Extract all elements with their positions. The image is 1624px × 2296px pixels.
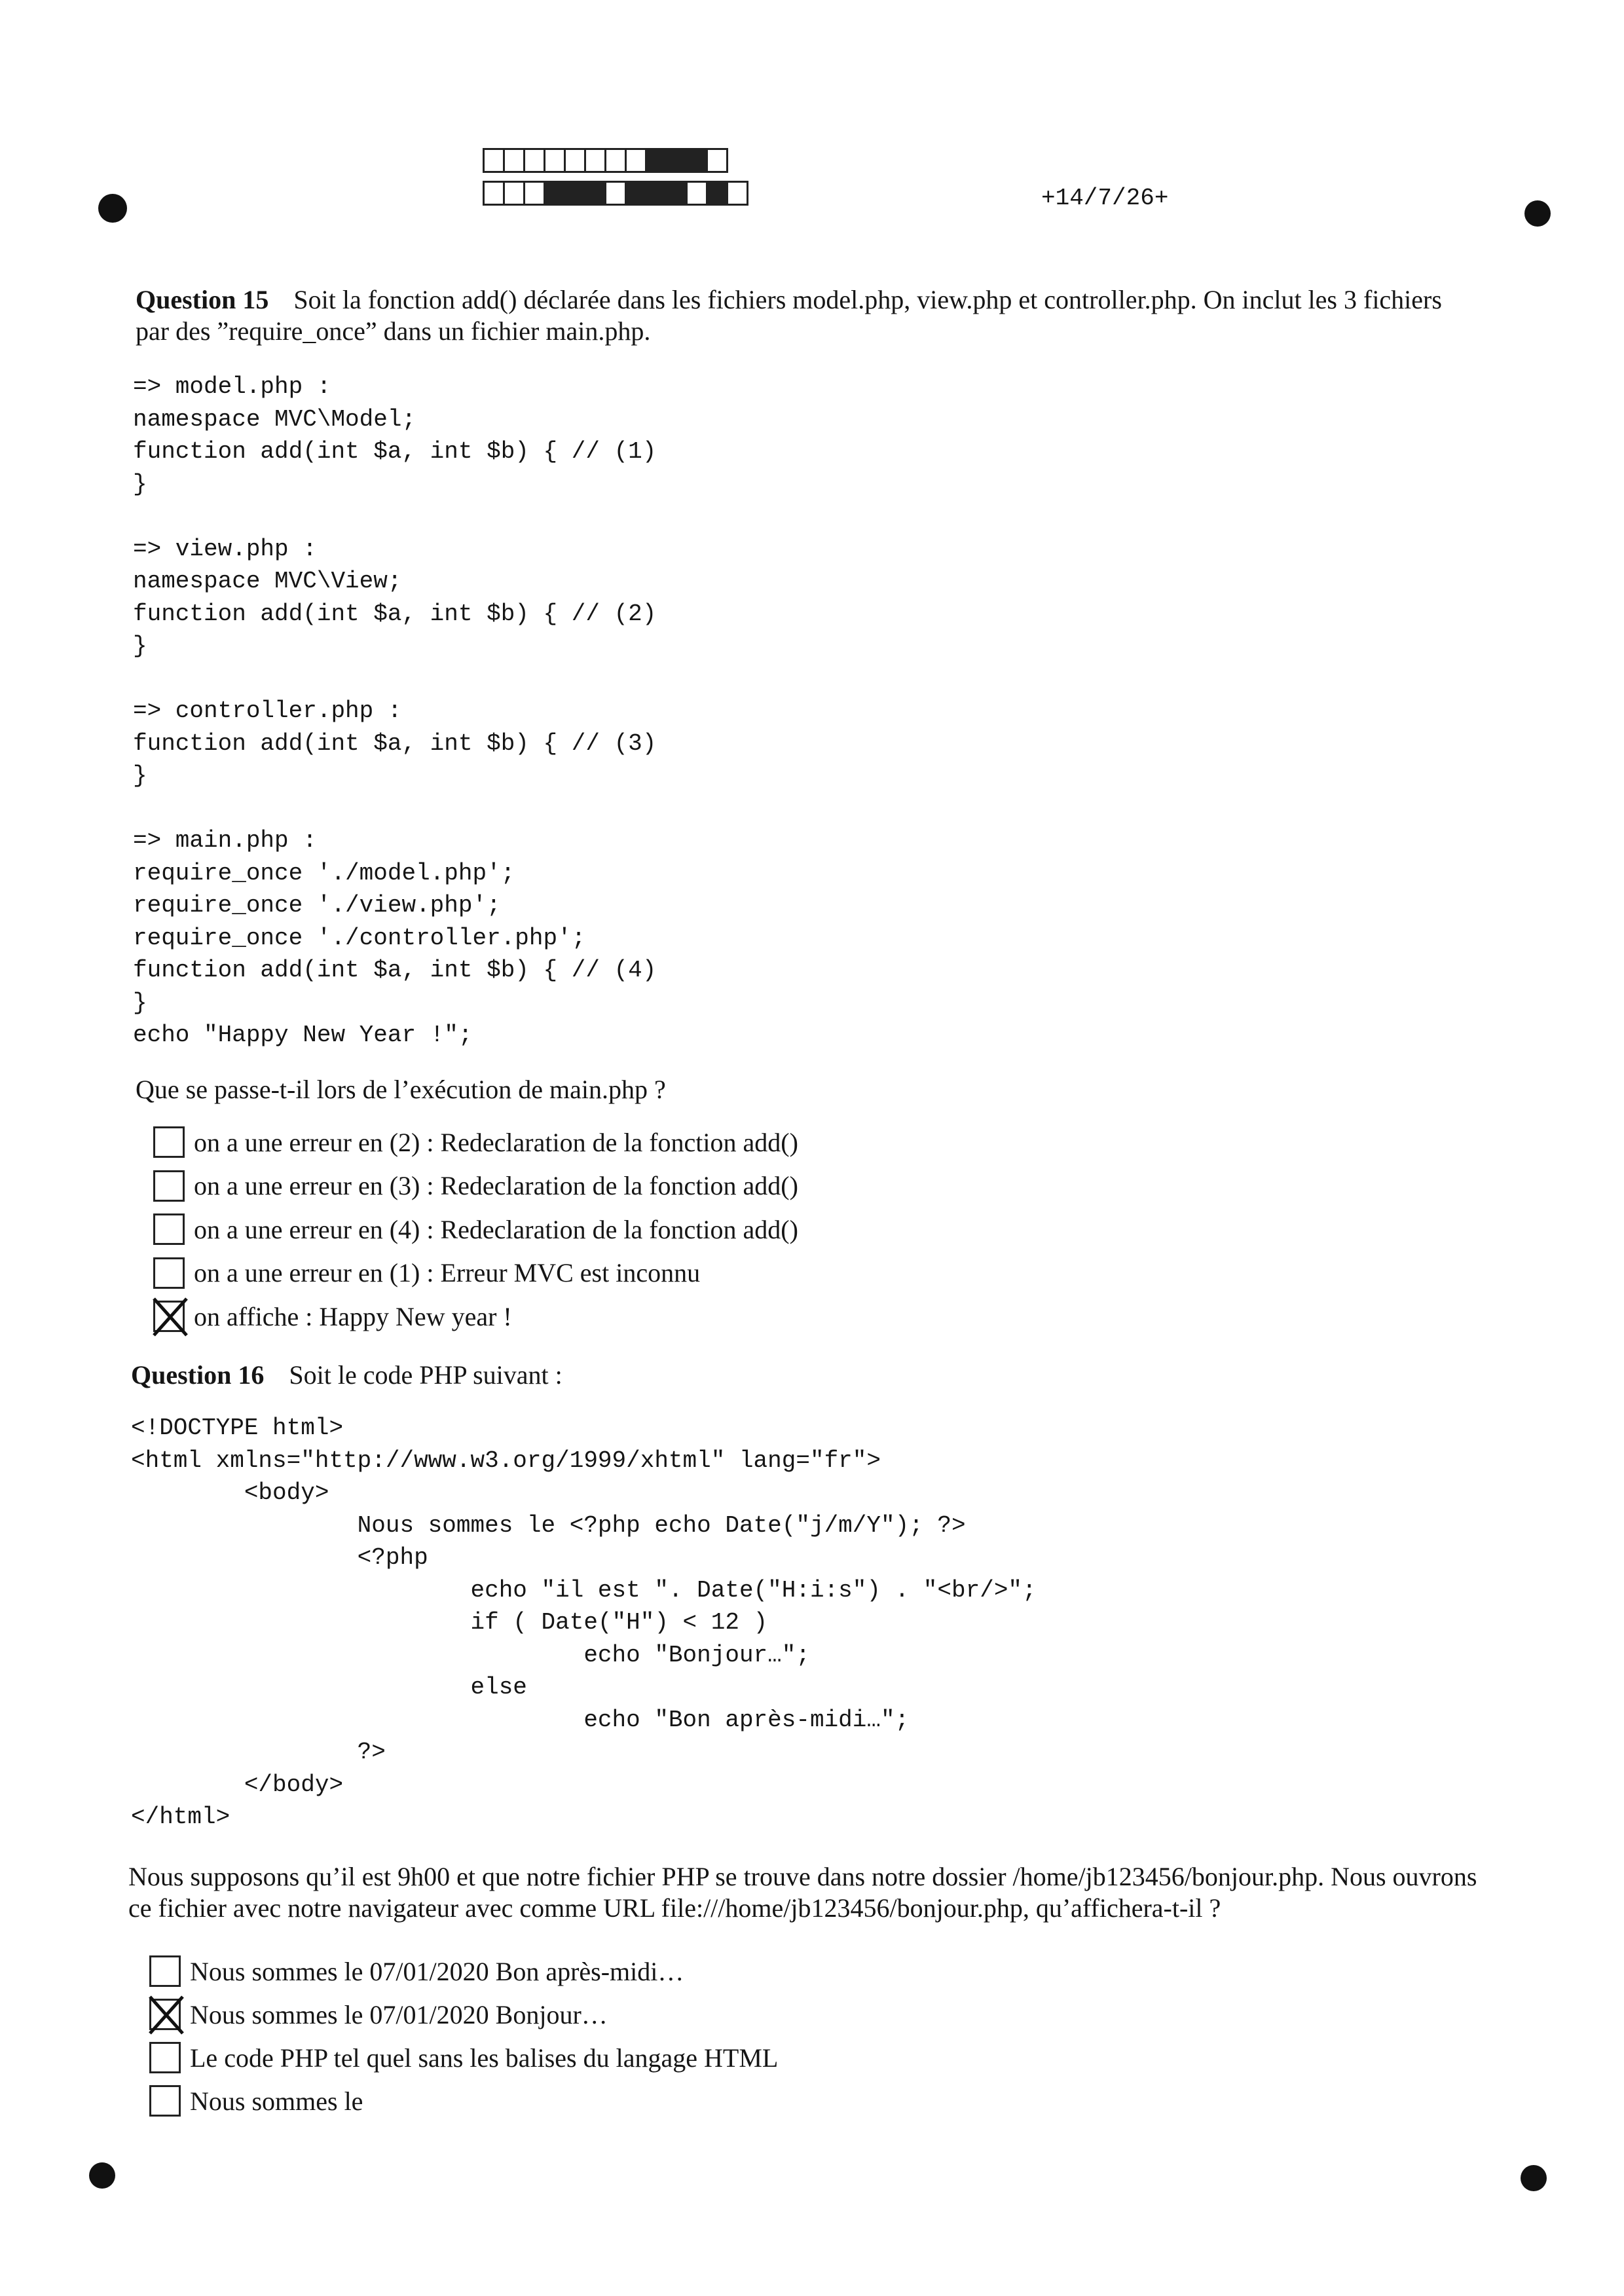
answer-option[interactable] <box>153 1168 798 1204</box>
answer-label: on a une erreur en (2) : Redeclaration de la fonction add() <box>194 1127 798 1157</box>
answer-label: Nous sommes le 07/01/2020 Bonjour… <box>190 1999 608 2029</box>
answer-label: Nous sommes le <box>190 2086 363 2116</box>
page-code: +14/7/26+ <box>1041 185 1169 212</box>
barcode-cell <box>686 181 708 206</box>
barcode-cell <box>665 148 688 173</box>
answer-option[interactable] <box>149 2083 363 2119</box>
barcode-cell <box>645 181 667 206</box>
barcode-cell <box>483 148 505 173</box>
question-16-header <box>131 1360 563 1391</box>
answer-label: on a une erreur en (1) : Erreur MVC est inconnu <box>194 1258 701 1287</box>
answer-option[interactable] <box>153 1124 798 1160</box>
barcode-cell <box>523 148 545 173</box>
barcode-cell <box>503 148 525 173</box>
question-number: Question 15 <box>136 285 269 314</box>
checkbox-icon[interactable] <box>149 2085 181 2117</box>
registration-dot-bottom-right <box>1521 2165 1547 2191</box>
question-prompt: Soit le code PHP suivant : <box>289 1360 563 1390</box>
barcode-cell <box>726 181 748 206</box>
barcode-cell <box>544 148 566 173</box>
barcode-cell <box>564 181 586 206</box>
barcode-cell <box>584 181 606 206</box>
barcode-cell <box>604 148 627 173</box>
barcode-cell <box>665 181 688 206</box>
answer-label: Le code PHP tel quel sans les balises du langage HTML <box>190 2043 779 2073</box>
barcode-cell <box>625 181 647 206</box>
answer-label: Nous sommes le 07/01/2020 Bon après-midi… <box>190 1956 684 1986</box>
answer-label: on affiche : Happy New year ! <box>194 1301 512 1331</box>
barcode-cell <box>706 181 728 206</box>
question-15-question: Que se passe-t-il lors de l’exécution de main.php ? <box>136 1075 666 1104</box>
answer-option[interactable] <box>153 1212 798 1247</box>
answer-option[interactable] <box>149 1997 608 2032</box>
question-16-text-line-1: Nous supposons qu’il est 9h00 et que notre fichier PHP se trouve dans notre dossier /home/jb123456/bonjour.php. Nous ouvrons <box>128 1862 1477 1891</box>
answer-label: on a une erreur en (4) : Redeclaration de la fonction add() <box>194 1214 798 1244</box>
barcode-cell <box>686 148 708 173</box>
barcode-cell <box>625 148 647 173</box>
barcode-cell <box>523 181 545 206</box>
barcode-row-1 <box>483 148 726 173</box>
checked-box-icon[interactable] <box>153 1301 185 1332</box>
checked-box-icon[interactable] <box>149 1999 181 2030</box>
barcode-cell <box>584 148 606 173</box>
question-15-code: => model.php : namespace MVC\Model; function add(int $a, int $b) { // (1) } => view.php : namespace MVC\View; function add(int $a, int $b) { // (2) } => controller.php : function add(int $a, int $b) { // (3) } => main.php : require_once './model.php'; require_once './view.php'; require_once './controller.php'; function add(int $a, int $b) { // (4) } echo "Happy New Year !"; <box>133 373 657 1048</box>
checkbox-icon[interactable] <box>153 1170 185 1202</box>
question-number: Question 16 <box>131 1360 265 1390</box>
checkbox-icon[interactable] <box>153 1126 185 1158</box>
barcode-row-2 <box>483 181 747 206</box>
registration-dot-top-right <box>1524 200 1551 227</box>
barcode-cell <box>645 148 667 173</box>
answer-option[interactable] <box>149 1953 684 1989</box>
barcode-cell <box>483 181 505 206</box>
answer-label: on a une erreur en (3) : Redeclaration de la fonction add() <box>194 1171 798 1200</box>
question-prompt: Soit la fonction add() déclarée dans les fichiers model.php, view.php et controller.php. On inclut les 3 fichiers <box>293 285 1442 314</box>
answer-option[interactable] <box>153 1299 512 1334</box>
answer-option[interactable] <box>149 2040 778 2075</box>
question-15-header <box>136 284 1524 316</box>
checkbox-icon[interactable] <box>153 1213 185 1245</box>
checkbox-icon[interactable] <box>149 2042 181 2073</box>
answer-option[interactable] <box>153 1255 700 1291</box>
registration-dot-bottom-left <box>89 2162 115 2189</box>
barcode-cell <box>706 148 728 173</box>
question-16-code: <!DOCTYPE html> <html xmlns="http://www.w3.org/1999/xhtml" lang="fr"> <body> Nous sommes le <?php echo Date("j/m/Y"); ?> <?php echo "il est ". Date("H:i:s") . "<br/>"; if ( Date("H") < 12 ) echo "Bonjour…"; else echo "Bon après-midi…"; ?> </body> </html> <box>131 1415 1037 1830</box>
barcode-cell <box>544 181 566 206</box>
question-16-text-line-2: ce fichier avec notre navigateur avec comme URL file:///home/jb123456/bonjour.php, qu’affichera-t-il ? <box>128 1893 1221 1923</box>
checkbox-icon[interactable] <box>149 1955 181 1987</box>
barcode-cell <box>503 181 525 206</box>
barcode-cell <box>564 148 586 173</box>
question-15-prompt-cont: par des ”require_once” dans un fichier main.php. <box>136 316 651 346</box>
checkbox-icon[interactable] <box>153 1257 185 1289</box>
registration-dot-top-left <box>98 194 127 223</box>
barcode-cell <box>604 181 627 206</box>
